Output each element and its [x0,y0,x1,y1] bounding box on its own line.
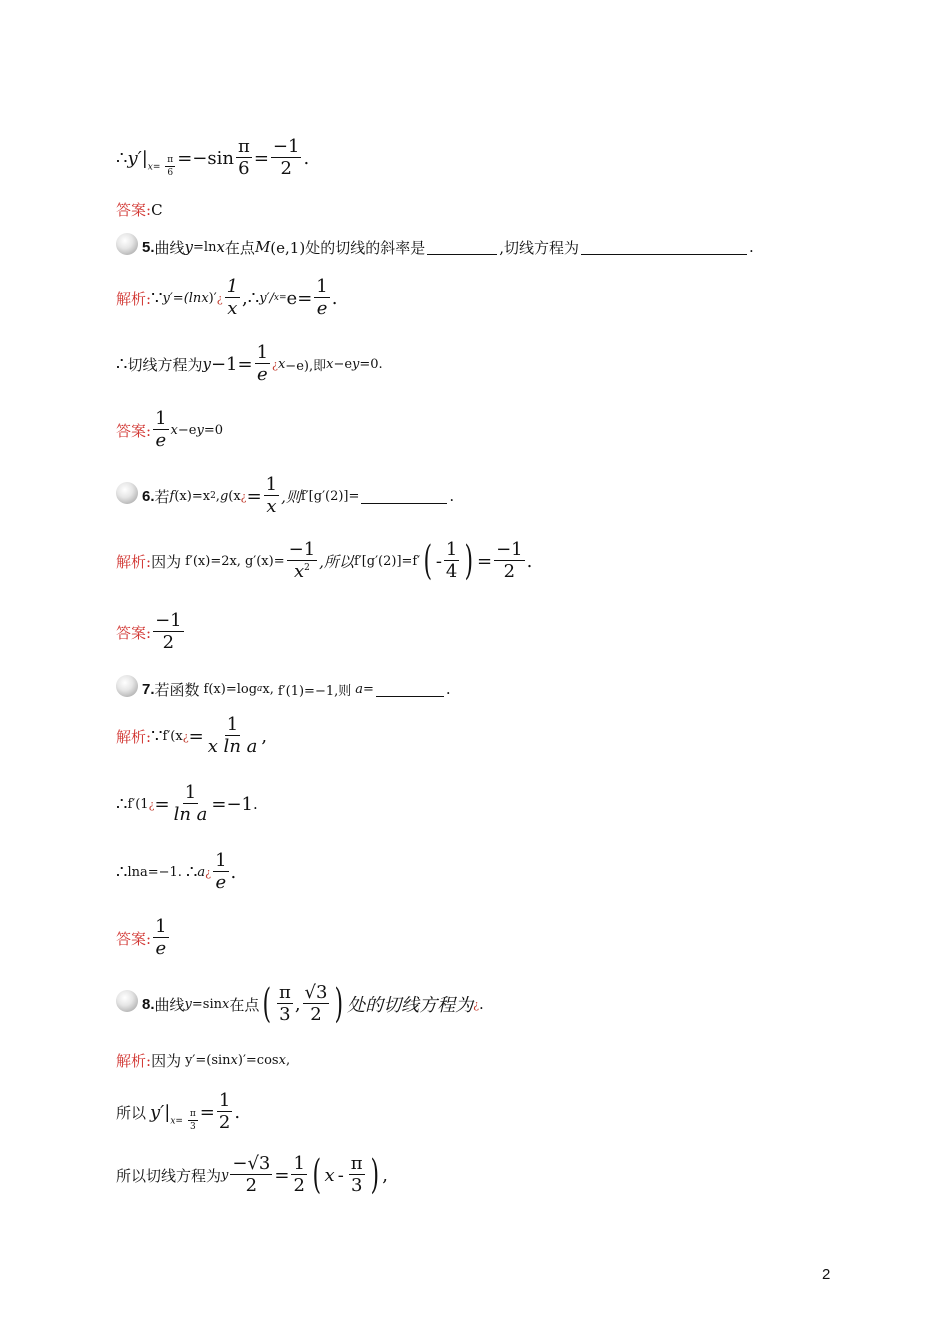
equals-sign: = [199,1101,215,1123]
q6-text: =x [191,488,211,504]
glyph-artifact: ¿ [182,729,189,743]
s6-text: f′(x)=2x, [185,553,241,569]
right-paren: ) [464,538,474,584]
solution-label: 解析: [116,727,152,746]
solution-label: 解析: [116,289,152,308]
eq-sin: =−sin [177,147,234,169]
equals-sign: = [476,550,493,572]
answer-7-line [116,918,171,958]
s7-text: lna=−1. [127,864,182,880]
q8-text: =sin [191,996,222,1012]
question-bullet-icon [116,482,138,504]
s6-text: 因为 [151,552,182,571]
period: . [230,861,237,883]
glyph-artifact: ¿ [148,797,155,811]
fraction-sqrt3-2: $\frac{√3}{2}$ [304,982,328,1025]
s8-text: y′=(sin [185,1053,231,1068]
fraction-pi-3: $\frac{\pi}{3}$ [278,982,291,1025]
fraction-1-4: $\frac{1}{4}$ [445,539,458,582]
equals-sign: = [253,147,269,169]
s7-text: f′(x [162,728,183,744]
comma: , [261,725,268,747]
s5-subscript: x= [273,293,287,303]
question-8 [116,981,484,1027]
a5-text: −e [177,422,197,438]
q7-text: f(x)=log [203,681,258,697]
s5-text: −e),即 [285,358,327,374]
therefore-symbol: ∴ [185,861,198,883]
question-6 [116,476,454,516]
fraction-1-xlna: $\frac{1}{\text{x ln a}}$ [207,714,258,757]
period: . [253,795,258,813]
fraction-1-x: $\frac{1}{x}$ [226,276,239,319]
s8-text: )′=cos [237,1053,279,1068]
solution-label: 解析: [116,1052,152,1070]
s8-text: 所以切线方程为 [116,1166,222,1185]
q8-var-y: y [184,996,192,1012]
solution-7-line-3 [116,852,236,892]
q8-var-x: x [222,996,230,1012]
left-paren: ( [262,981,272,1027]
s5-text: )′ [208,290,217,306]
answer-blank [427,240,497,255]
left-paren: ( [423,538,433,584]
q6-text: (x [228,488,241,504]
q7-text: = [363,681,374,697]
answer-label: 答案: [116,421,152,440]
answer-label: 答案: [116,929,152,948]
answer-blank [361,489,447,504]
question-number: 6. [142,487,155,505]
q6-var-f: f [169,488,175,504]
solution-8-line-3 [116,1152,388,1198]
period: . [234,1101,241,1123]
because-symbol: ∵ [151,287,163,309]
s8-var-x: x [230,1053,238,1068]
q6-var-g: g [219,488,229,504]
fraction-1-2: $\frac{1}{2}$ [218,1090,231,1133]
q5-text: 在点 [224,238,255,257]
therefore-symbol: ∴ [116,861,128,883]
question-number: 5. [142,238,155,256]
s5-text: =0. [359,356,383,372]
therefore-symbol: ∴ [116,147,128,169]
question-5 [116,236,754,258]
comma: , [382,1164,388,1186]
answer-label: 答案: [116,623,152,642]
s5-text: e [286,287,298,309]
period: . [478,995,484,1013]
right-paren: ) [370,1152,379,1198]
glyph-artifact: ¿ [272,357,278,371]
s8-var-x: x [324,1164,335,1186]
period: . [748,238,754,256]
q6-text: f′[g′(2)]= [300,488,360,504]
glyph-artifact: ¿ [205,865,212,879]
s5-text: −e [333,356,353,372]
equals-sign: = [154,793,170,815]
comma: , [294,993,301,1015]
s7-text: f′(1 [127,796,149,812]
fraction-1-e: $\frac{1}{e}$ [155,916,167,959]
q7-var-a: a [355,681,364,697]
s7-text: =−1 [211,793,253,815]
q5-point-m: M [254,238,271,256]
fraction-pi-6: $\frac{\pi}{6}$ [237,136,250,179]
q6-text: , [215,488,220,504]
minus-sign: - [435,550,442,572]
equals-sign: = [246,485,262,507]
s5-text: y′/ [259,290,274,306]
question-bullet-icon [116,233,138,255]
fraction-1-2: $\frac{1}{2}$ [293,1153,305,1196]
solution-7-line-1 [116,716,267,756]
s5-text: ,∴ [242,287,260,309]
q6-text: ,则 [281,487,301,506]
right-paren: ) [334,981,344,1027]
fraction-neg-sqrt3-2: $\frac{-√3}{2}$ [232,1153,271,1196]
equals-sign: = [188,725,204,747]
s5-var-y: y [352,356,360,372]
solution-label: 解析: [116,552,152,571]
solution-7-line-2 [116,784,258,824]
because-symbol: ∵ [151,725,163,747]
equals-sign: = [237,353,253,375]
s5-var-x: x [326,356,334,372]
fraction-pi-3: $\frac{\pi}{3}$ [350,1153,363,1196]
s5-var-y: y [202,355,211,373]
solution-5-line-2 [116,344,383,384]
s6-text: ,所以 [319,552,354,571]
s8-text: 因为 [151,1052,182,1070]
answer-blank [581,240,747,255]
q8-text: 曲线 [154,995,185,1014]
q6-text: (x) [174,488,192,504]
answer-label: 答案: [116,201,152,219]
a5-text: =0 [203,422,223,438]
s5-text: 切线方程为 [127,355,203,374]
left-paren: ( [312,1152,322,1198]
s6-text: f′[g′(2)]=f′ [353,553,421,569]
glyph-artifact: ¿ [216,291,223,305]
question-bullet-icon [116,990,138,1012]
solution-5-line-1 [116,278,337,318]
comma: , [285,1053,291,1068]
period: . [445,680,451,698]
s8-text: 所以 [116,1103,147,1122]
glyph-artifact: ¿ [473,997,479,1011]
q7-subscript: a [257,684,263,694]
fraction-neg1-x2: $\frac{-1}{x^2}$ [288,539,316,582]
q5-var-x: x [216,238,225,256]
fraction-1-e: $\frac{1}{e}$ [256,342,269,385]
q5-text: 曲线 [154,238,185,257]
period: . [449,487,455,505]
q7-text: 若函数 [154,680,200,699]
a5-var-y: y [196,422,204,438]
derivative-result-line [116,138,309,178]
answer-6-line [116,612,186,652]
fraction-1-lna: $\frac{1}{\text{ln a}}$ [173,782,208,825]
solution-8-line-1 [116,1050,290,1071]
s5-text: −1 [210,353,238,375]
q7-text: x, [262,681,274,697]
equals-sign: = [274,1164,290,1186]
q5-var-y: y [184,238,194,256]
solution-8-line-2 [116,1092,240,1132]
therefore-symbol: ∴ [116,353,128,375]
q5-text: (e,1)处的切线的斜率是 [270,238,426,257]
q8-text: 处的切线方程为 [347,995,474,1016]
question-number: 8. [142,995,155,1013]
fraction-1-e: $\frac{1}{e}$ [316,276,328,319]
q6-superscript: 2 [210,491,216,501]
q5-ln: =ln [193,239,217,255]
period: . [331,287,338,309]
answer-value: C [151,200,163,219]
equals-sign: = [297,287,313,309]
therefore-symbol: ∴ [116,793,128,815]
fraction-neg1-2: $\frac{-1}{2}$ [155,610,182,653]
fraction-neg1-2: $\frac{-1}{2}$ [272,136,300,179]
fraction-1-x: $\frac{1}{x}$ [265,474,278,517]
page-number: 2 [822,1266,831,1283]
question-7 [116,678,451,700]
a5-var-x: x [170,422,178,438]
glyph-artifact: ¿ [240,489,247,503]
eval-bar: | [141,147,148,169]
s7-var-a: a [197,864,206,880]
y-prime: y′ [150,1101,165,1123]
s6-text: g′(x)= [244,553,285,569]
q7-text: f′(1)=−1,则 [277,683,352,699]
solution-6-line [116,538,533,584]
q8-text: 在点 [229,995,260,1014]
eval-subscript: x= $\frac{\pi}{3}$ [170,1109,196,1132]
question-number: 7. [142,680,155,698]
s8-var-x: x [278,1053,286,1068]
s5-var-x: x [201,290,209,306]
y-prime: y′ [127,147,142,169]
q5-text: ,切线方程为 [499,238,579,257]
fraction-1-e: $\frac{1}{e}$ [155,408,167,451]
eval-subscript: x= $\frac{\pi}{6}$ [147,155,174,178]
eval-bar: | [164,1101,171,1123]
s8-var-y: y [221,1167,229,1183]
q6-text: 若 [154,487,170,506]
s5-text: y′=(ln [162,290,202,306]
answer-blank [376,682,444,697]
period: . [303,147,310,169]
answer-4-line [116,199,163,220]
fraction-neg1-2: $\frac{-1}{2}$ [496,539,523,582]
s5-var-x: x [277,356,286,372]
minus-sign: - [337,1164,344,1186]
period: . [526,550,533,572]
fraction-1-e: $\frac{1}{e}$ [215,850,227,893]
answer-5-line [116,410,223,450]
question-bullet-icon [116,675,138,697]
